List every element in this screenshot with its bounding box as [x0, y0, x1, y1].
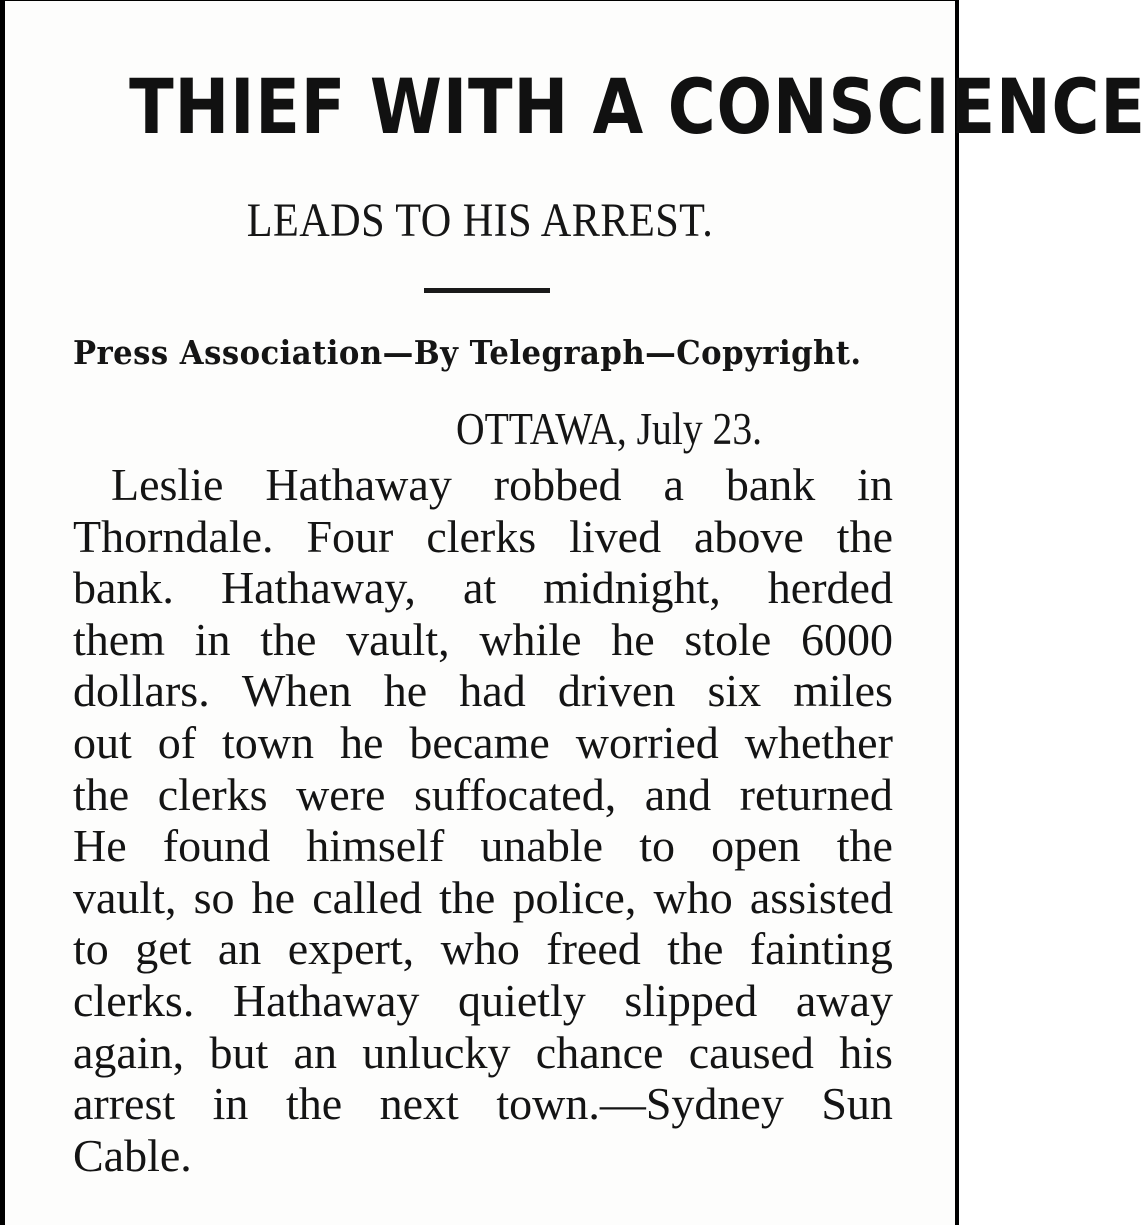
article-word: Four — [306, 510, 394, 562]
article-word: open — [711, 820, 801, 872]
article-word: he — [251, 871, 296, 923]
article-word: lived — [569, 510, 662, 562]
article-word: town.—Sydney — [496, 1078, 784, 1130]
article-word: so — [193, 871, 235, 923]
article-word: Sun — [821, 1078, 893, 1130]
article-word: bank. — [73, 562, 174, 614]
article-word: dollars. — [73, 665, 210, 717]
article-word: in — [212, 1078, 249, 1130]
headline: THIEF WITH A CONSCIENCE — [129, 62, 1146, 151]
article-word: were — [296, 768, 386, 820]
article-word: an — [217, 923, 262, 975]
article-word: had — [459, 665, 526, 717]
article-line — [73, 872, 893, 924]
article-word: the — [260, 613, 317, 665]
article-body — [73, 459, 893, 1181]
article-word: Thorndale. — [73, 510, 274, 562]
article-word: Hathaway, — [220, 562, 416, 614]
article-word: who — [653, 871, 733, 923]
article-word: six — [707, 665, 762, 717]
article-word: in — [857, 459, 893, 510]
article-word: the — [836, 820, 893, 872]
article-word: the — [285, 1078, 343, 1130]
article-word: worried — [575, 716, 719, 768]
article-word: slipped — [624, 974, 758, 1026]
article-word: Leslie — [111, 459, 224, 510]
article-word: the — [439, 871, 496, 923]
article-word: town — [222, 716, 315, 768]
article-word: freed — [546, 923, 641, 975]
article-line — [73, 459, 893, 511]
article-word: he — [339, 716, 384, 768]
separator-rule — [424, 288, 550, 293]
article-word: miles — [793, 665, 893, 717]
article-line — [73, 1027, 893, 1079]
article-word: chance — [535, 1026, 664, 1078]
article-word: fainting — [749, 923, 893, 975]
article-word: a — [663, 459, 684, 510]
article-word: midnight, — [543, 562, 721, 614]
article-word: vault, — [346, 613, 450, 665]
article-word: returned — [739, 768, 893, 820]
article-word: clerks. — [73, 974, 195, 1026]
article-word: whether — [744, 716, 893, 768]
article-line — [73, 1078, 893, 1130]
article-word: became — [409, 716, 550, 768]
article-word: Hathaway — [232, 974, 420, 1026]
article-word: an — [293, 1026, 337, 1078]
article-word: he — [383, 665, 428, 717]
article-word: robbed — [493, 459, 622, 510]
subheadline: LEADS TO HIS ARREST. — [246, 194, 714, 247]
article-line — [73, 820, 893, 872]
article-word: at — [462, 562, 497, 614]
article-word: them — [73, 613, 165, 665]
article-word: unlucky — [362, 1026, 511, 1078]
article-word: his — [839, 1026, 893, 1078]
article-word: stole — [684, 613, 772, 665]
article-line — [73, 717, 893, 769]
article-word: the — [73, 768, 130, 820]
article-word: to — [73, 923, 109, 975]
article-word: get — [135, 923, 192, 975]
article-word: in — [194, 613, 231, 665]
article-word: herded — [767, 562, 893, 614]
article-word: but — [209, 1026, 269, 1078]
article-word: suffocated, — [413, 768, 617, 820]
article-word: driven — [557, 665, 676, 717]
article-word: Hathaway — [265, 459, 452, 510]
article-word: He — [73, 820, 127, 872]
article-word: When — [241, 665, 352, 717]
press-credit: Press Association—By Telegraph—Copyright. — [73, 333, 862, 372]
article-word: away — [795, 974, 893, 1026]
article-word: 6000 — [801, 613, 893, 665]
article-line — [73, 923, 893, 975]
article-word: called — [312, 871, 422, 923]
article-word: clerks — [157, 768, 268, 820]
article-word: while — [479, 613, 582, 665]
article-word: the — [836, 510, 893, 562]
article-word: again, — [73, 1026, 185, 1078]
article-word: above — [694, 510, 804, 562]
article-word: vault, — [73, 871, 177, 923]
article-word: next — [379, 1078, 459, 1130]
article-word: he — [611, 613, 655, 665]
article-word: arrest — [73, 1078, 176, 1130]
article-word: of — [157, 716, 197, 768]
article-word: to — [639, 820, 675, 872]
article-word: quietly — [458, 974, 586, 1026]
article-word: who — [440, 923, 520, 975]
article-line — [73, 769, 893, 821]
article-word: police, — [512, 871, 637, 923]
article-word: assisted — [749, 871, 893, 923]
article-word: found — [162, 820, 271, 872]
dateline: OTTAWA, July 23. — [456, 404, 763, 454]
article-line — [73, 511, 893, 563]
article-line — [73, 975, 893, 1027]
article-word: unable — [480, 820, 604, 872]
article-word: himself — [306, 820, 445, 872]
article-word: Cable. — [73, 1129, 192, 1181]
article-line — [73, 562, 893, 614]
article-line — [73, 665, 893, 717]
article-line — [73, 614, 893, 666]
article-word: caused — [688, 1026, 814, 1078]
article-word: clerks — [426, 510, 537, 562]
article-word: bank — [725, 459, 816, 510]
article-word: and — [644, 768, 712, 820]
article-word: out — [73, 716, 132, 768]
article-word: expert, — [287, 923, 415, 975]
article-word: the — [667, 923, 724, 975]
article-line — [73, 1130, 893, 1182]
